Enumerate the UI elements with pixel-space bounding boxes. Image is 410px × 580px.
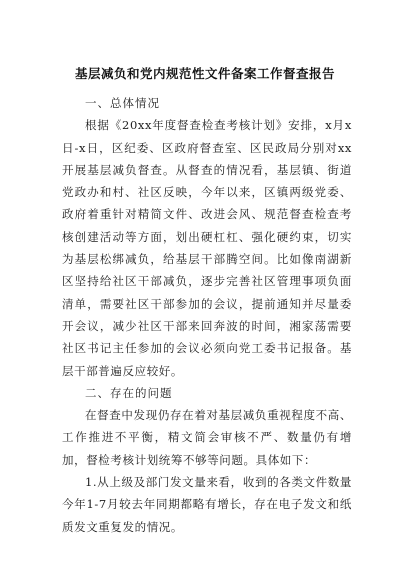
overview-paragraph: 根据《20xx年度督查检查考核计划》安排，x月x日-x日，区纪委、区政府督查室、区民政局分别对xx开展基层减负督查。从督查的情况看，基层镇、街道党政办和村、社区反映，今年以来，区镇两级党委、政府着重针对精简文件、改进会风、规范督查检查考核创建活动等方面，划出硬杠杠、强化硬约束，切实为基层松绑减负，给基层干部腾空间。比如像南湖新区坚持给社区干部减负，逐步完善社区管理事项负面清单，需要社区干部参加的会议，提前通知并尽量委开会议，减少社区干部来回奔波的时间，湘家荡需要社区书记主任参加的会议必须向党工委书记报备。基层干部普遍反应较好。 <box>62 118 352 378</box>
problems-item-1-paragraph: 1.从上级及部门发文量来看，收到的各类文件数量今年1-7月较去年同期都略有增长，存在电子发文和纸质发文重复发的情况。 <box>62 475 352 534</box>
document-title: 基层减负和党内规范性文件备案工作督查报告 <box>74 66 335 81</box>
document-body <box>62 92 352 538</box>
section-heading-overview: 一、总体情况 <box>85 96 160 110</box>
section-heading-problems: 二、存在的问题 <box>85 385 173 400</box>
problems-intro-paragraph: 在督查中发现仍存在着对基层减负重视程度不高、工作推进不平衡，精文简会审核不严、数量仍有增加，督检考核计划统筹不够等问题。具体如下： <box>62 408 352 467</box>
